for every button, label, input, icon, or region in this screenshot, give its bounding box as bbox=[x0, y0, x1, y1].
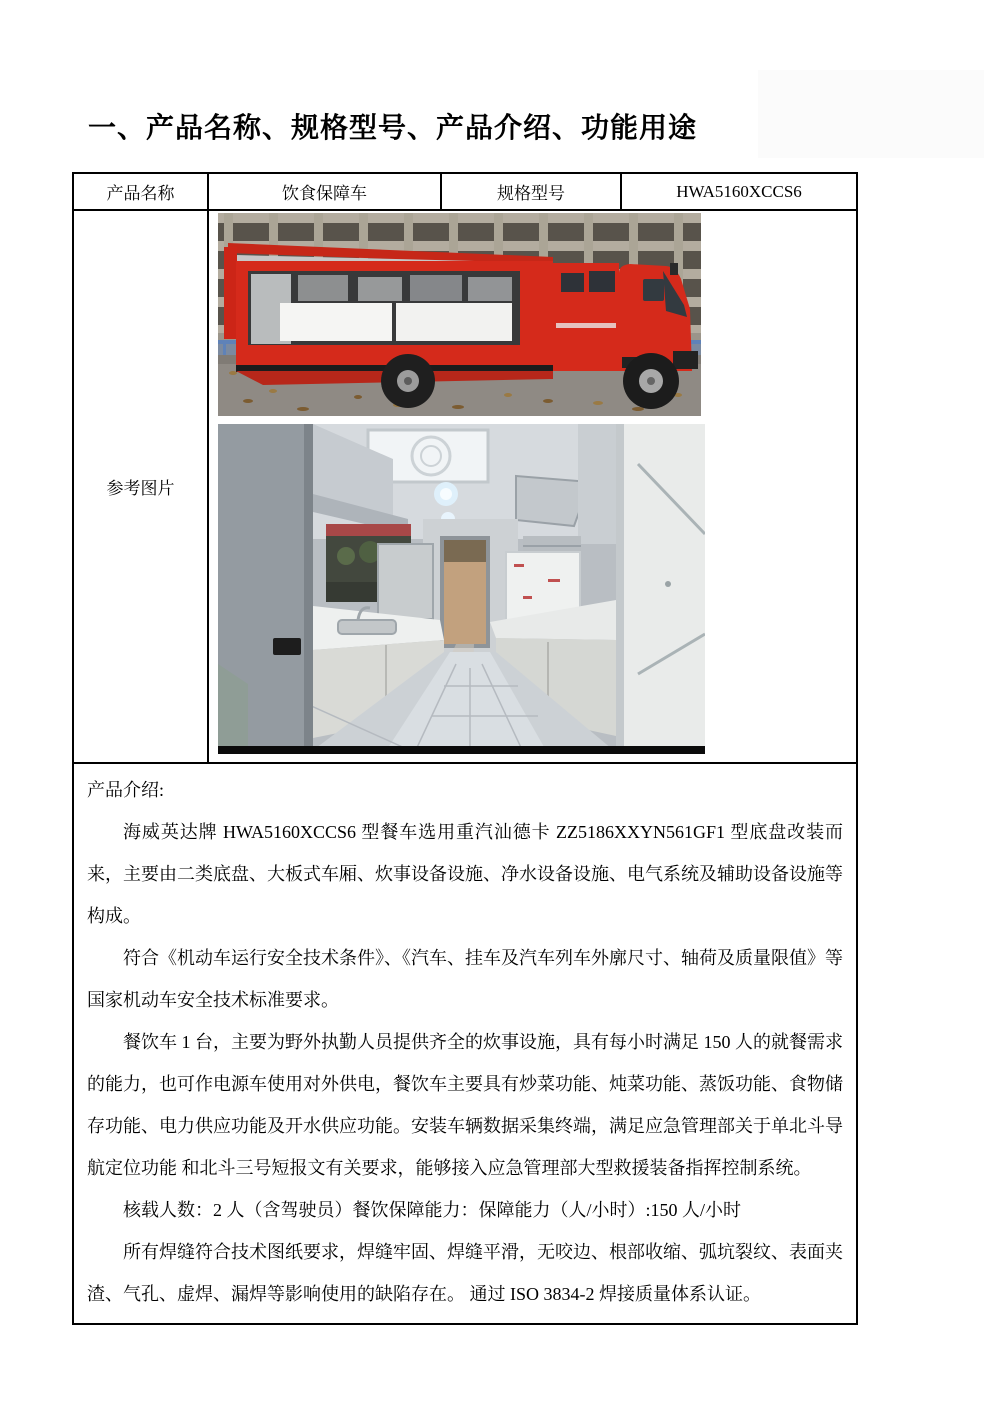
reference-images-row bbox=[73, 210, 857, 763]
product-intro-row bbox=[73, 763, 857, 1324]
section-heading: 一、产品名称、规格型号、产品介绍、功能用途 bbox=[88, 113, 698, 144]
truck-exterior-photo bbox=[218, 213, 701, 416]
product-name-value: 饮食保障车 bbox=[208, 173, 441, 210]
redaction-box bbox=[758, 70, 984, 158]
reference-images-cell bbox=[208, 210, 857, 763]
intro-paragraph: 海威英达牌 HWA5160XCCS6 型餐车选用重汽汕德卡 ZZ5186XXYN561GF1 型底盘改装而来，主要由二类底盘、大板式车厢、炊事设备设施、净水设备设施、电气系统及辅助设备设施等构成。 bbox=[87, 822, 843, 926]
photo-bottom-strip bbox=[218, 746, 705, 754]
intro-paragraph: 所有焊缝符合技术图纸要求，焊缝牢固、焊缝平滑，无咬边、根部收缩、弧坑裂纹、表面夹渣、气孔、虚焊、漏焊等影响使用的缺陷存在。 通过 ISO 3834-2 焊接质量体系认证。 bbox=[87, 1242, 843, 1304]
product-spec-table bbox=[72, 172, 858, 1325]
product-name-label: 产品名称 bbox=[73, 173, 208, 210]
foreground-left-door bbox=[218, 424, 313, 754]
reference-images-label: 参考图片 bbox=[73, 210, 208, 763]
intro-title: 产品介绍: bbox=[87, 780, 165, 800]
table-header-row bbox=[73, 173, 857, 210]
product-intro-cell bbox=[73, 763, 857, 1324]
model-label: 规格型号 bbox=[441, 173, 621, 210]
model-value: HWA5160XCCS6 bbox=[621, 173, 857, 210]
foreground-right-panel bbox=[616, 424, 705, 754]
intro-paragraph: 核载人数：2 人（含驾驶员）餐饮保障能力：保障能力（人/小时）:150 人/小时 bbox=[123, 1200, 741, 1220]
truck-interior-photo bbox=[218, 424, 705, 754]
intro-paragraph: 符合《机动车运行安全技术条件》、《汽车、挂车及汽车列车外廓尺寸、轴荷及质量限值》等国家机动车安全技术标准要求。 bbox=[87, 948, 843, 1010]
intro-paragraph: 餐饮车 1 台，主要为野外执勤人员提供齐全的炊事设施，具有每小时满足 150 人的就餐需求的能力，也可作电源车使用对外供电，餐饮车主要具有炒菜功能、炖菜功能、蒸饭功能、食物储存功能、电力供应功能及开水供应功能。安装车辆数据采集终端，满足应急管理部关于单北斗导航定位功能 和北斗三号短报文有关要求，能够接入应急管理部大型救援装备指挥控制系统。 bbox=[87, 1032, 843, 1178]
